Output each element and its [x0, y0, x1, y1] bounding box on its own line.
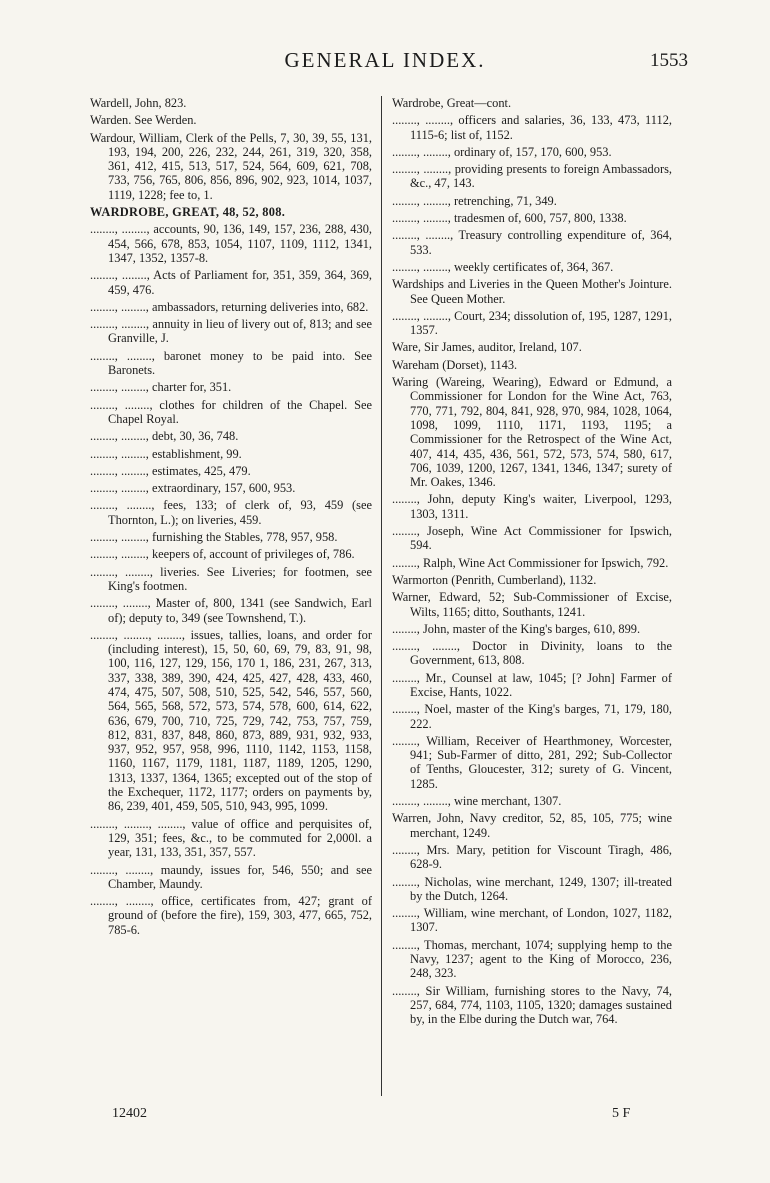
index-entry: ........, ........, accounts, 90, 136, 149, 157, 236, 288, 430, 454, 566, 678, 853, 1054, 1107, 1109, 1112, 1341, 1347, 1352, 1357-8.	[90, 222, 372, 265]
page-number: 1553	[650, 50, 688, 71]
index-entry: Wardships and Liveries in the Queen Mother's Jointure. See Queen Mother.	[392, 277, 672, 306]
index-entry: ........, Thomas, merchant, 1074; supplying hemp to the Navy, 1237; agent to the King of Morocco, 236, 248, 323.	[392, 937, 672, 981]
index-entry: ........, ........, ambassadors, returning deliveries into, 682.	[90, 299, 369, 314]
index-entry: ........, ........, establishment, 99.	[90, 446, 242, 461]
index-entry: ........, ........, weekly certificates of, 364, 367.	[392, 259, 614, 274]
index-entry: ........, ........, officers and salaries, 36, 133, 473, 1112, 1115-6; list of, 1152.	[392, 113, 672, 142]
index-entry: ........, ........, extraordinary, 157, 600, 953.	[90, 481, 296, 496]
index-entry: ........, ........, keepers of, account of privileges of, 786.	[90, 547, 355, 562]
index-entry: Warmorton (Penrith, Cumberland), 1132.	[392, 572, 597, 587]
index-entry: ........, Noel, master of the King's barges, 71, 179, 180, 222.	[392, 702, 672, 731]
index-entry: ........, ........, clothes for children of the Chapel. See Chapel Royal.	[90, 397, 372, 426]
page-header	[0, 48, 770, 78]
index-entry: ........, William, wine merchant, of London, 1027, 1182, 1307.	[392, 906, 672, 935]
index-entry: ........, ........, tradesmen of, 600, 757, 800, 1338.	[392, 211, 627, 226]
index-entry: ........, ........, liveries. See Liveries; for footmen, see King's footmen.	[90, 564, 372, 593]
index-entry: Waring (Wareing, Wearing), Edward or Edmund, a Commissioner for London for the Wine Act, 763, 770, 771, 792, 804, 841, 928, 970, 984, 1028, 1064, 1098, 1099, 1110, 1171, 1193, 1195; a Commissioner for the Retrospect of the Wine Act, 407, 414, 435, 436, 561, 572, 573, 574, 580, 617, 706, 1039, 1200, 1267, 1341, 1346, 1347; surety of Mr. Oakes, 1346.	[392, 375, 672, 490]
index-entry: ........, Nicholas, wine merchant, 1249, 1307; ill-treated by the Dutch, 1264.	[392, 874, 672, 903]
index-entry: ........, ........, Court, 234; dissolution of, 195, 1287, 1291, 1357.	[392, 308, 672, 338]
page-title: GENERAL INDEX.	[284, 48, 486, 72]
index-entry: ........, ........, maundy, issues for, 546, 550; and see Chamber, Maundy.	[90, 862, 372, 891]
right-column	[392, 96, 672, 1030]
index-entry: ........, ........, Master of, 800, 1341 (see Sandwich, Earl of); deputy to, 349 (see Townshend, T.).	[90, 596, 372, 625]
index-entry: Wardour, William, Clerk of the Pells, 7, 30, 39, 55, 131, 193, 194, 200, 226, 232, 244, 261, 319, 320, 358, 361, 412, 415, 513, 517, 524, 564, 609, 621, 708, 733, 756, 765, 806, 856, 896, 902, 923, 1014, 1037, 1119, 1228; fee to, 1.	[90, 130, 372, 202]
index-entry: ........, ........, ordinary of, 157, 170, 600, 953.	[392, 144, 612, 159]
index-entry: ........, ........, annuity in lieu of livery out of, 813; and see Granville, J.	[90, 317, 372, 346]
index-entry: ........, ........, Treasury controlling expenditure of, 364, 533.	[392, 228, 672, 257]
index-entry: ........, Mrs. Mary, petition for Viscount Tiragh, 486, 628-9.	[392, 842, 672, 872]
index-entry: ........, ........, estimates, 425, 479.	[90, 463, 251, 478]
index-entry: ........, ........, wine merchant, 1307.	[392, 794, 562, 809]
index-entry: ........, ........, Doctor in Divinity, loans to the Government, 613, 808.	[392, 639, 672, 668]
index-entry: ........, William, Receiver of Hearthmoney, Worcester, 941; Sub-Farmer of ditto, 281, 292; Sub-Collector of Tenths, Gloucester, 312; surety of G. Vincent, 1285.	[392, 733, 672, 791]
index-entry: ........, Ralph, Wine Act Commissioner for Ipswich, 792.	[392, 555, 669, 570]
index-entry: ........, ........, ........, value of office and perquisites of, 129, 351; fees, &c., to be commuted for 2,000l. a year, 131, 133, 351, 357, 557.	[90, 816, 372, 860]
index-entry: ........, ........, furnishing the Stables, 778, 957, 958.	[90, 530, 338, 545]
index-entry: ........, ........, baronet money to be paid into. See Baronets.	[90, 348, 372, 378]
index-entry: Warren, John, Navy creditor, 52, 85, 105, 775; wine merchant, 1249.	[392, 811, 672, 840]
index-entry: ........, ........, debt, 30, 36, 748.	[90, 429, 239, 444]
index-entry: Wareham (Dorset), 1143.	[392, 357, 518, 372]
left-column	[90, 96, 372, 940]
index-entry: ........, Joseph, Wine Act Commissioner for Ipswich, 594.	[392, 524, 672, 553]
index-entry: ........, ........, providing presents to foreign Ambassadors, &c., 47, 143.	[392, 162, 672, 191]
index-entry: ........, ........, office, certificates from, 427; grant of ground of (before the fire), 159, 303, 477, 665, 752, 785-6.	[90, 894, 372, 937]
index-entry: ........, ........, retrenching, 71, 349.	[392, 193, 557, 208]
index-entry: Wardell, John, 823.	[90, 96, 187, 110]
sheet-mark: 5 F	[612, 1106, 631, 1121]
index-entry: ........, Mr., Counsel at law, 1045; [? John] Farmer of Excise, Hants, 1022.	[392, 670, 672, 699]
index-entry: ........, ........, ........, issues, tallies, loans, and order for (including interest), 15, 50, 60, 69, 79, 83, 91, 98, 100, 116, 127, 129, 156, 170 1, 186, 231, 267, 313, 337, 338, 389, 390, 424, 425, 427, 428, 433, 460, 474, 475, 507, 508, 510, 525, 542, 546, 557, 560, 564, 565, 568, 572, 573, 574, 578, 600, 614, 622, 636, 679, 700, 710, 725, 729, 742, 753, 757, 759, 812, 831, 837, 848, 860, 873, 889, 931, 932, 933, 937, 952, 957, 958, 996, 1110, 1142, 1153, 1158, 1160, 1167, 1179, 1181, 1187, 1189, 1205, 1290, 1313, 1337, 1364, 1365; excepted out of the stop of the Exchequer, 1172, 1177; orders on payments by, 86, 239, 401, 459, 505, 510, 943, 995, 1099.	[90, 627, 372, 814]
index-entry: WARDROBE, GREAT, 48, 52, 808.	[90, 205, 286, 220]
index-entry: Warden. See Werden.	[90, 113, 197, 128]
index-entry: Warner, Edward, 52; Sub-Commissioner of Excise, Wilts, 1165; ditto, Southants, 1241.	[392, 590, 672, 619]
index-entry: ........, John, deputy King's waiter, Liverpool, 1293, 1303, 1311.	[392, 492, 672, 521]
index-entry: ........, ........, fees, 133; of clerk of, 93, 459 (see Thornton, L.); on liveries, 459.	[90, 498, 372, 527]
index-entry: ........, John, master of the King's barges, 610, 899.	[392, 621, 641, 636]
index-entry: Ware, Sir James, auditor, Ireland, 107.	[392, 340, 582, 355]
column-divider	[381, 96, 382, 1096]
index-entry: ........, ........, Acts of Parliament for, 351, 359, 364, 369, 459, 476.	[90, 268, 372, 297]
index-entry: Wardrobe, Great—cont.	[392, 96, 512, 110]
index-entry: ........, ........, charter for, 351.	[90, 380, 232, 395]
signature-mark: 12402	[112, 1106, 147, 1121]
index-entry: ........, Sir William, furnishing stores to the Navy, 74, 257, 684, 774, 1103, 1105, 1320; damages sustained by, in the Elbe during the Dutch war, 764.	[392, 983, 672, 1027]
